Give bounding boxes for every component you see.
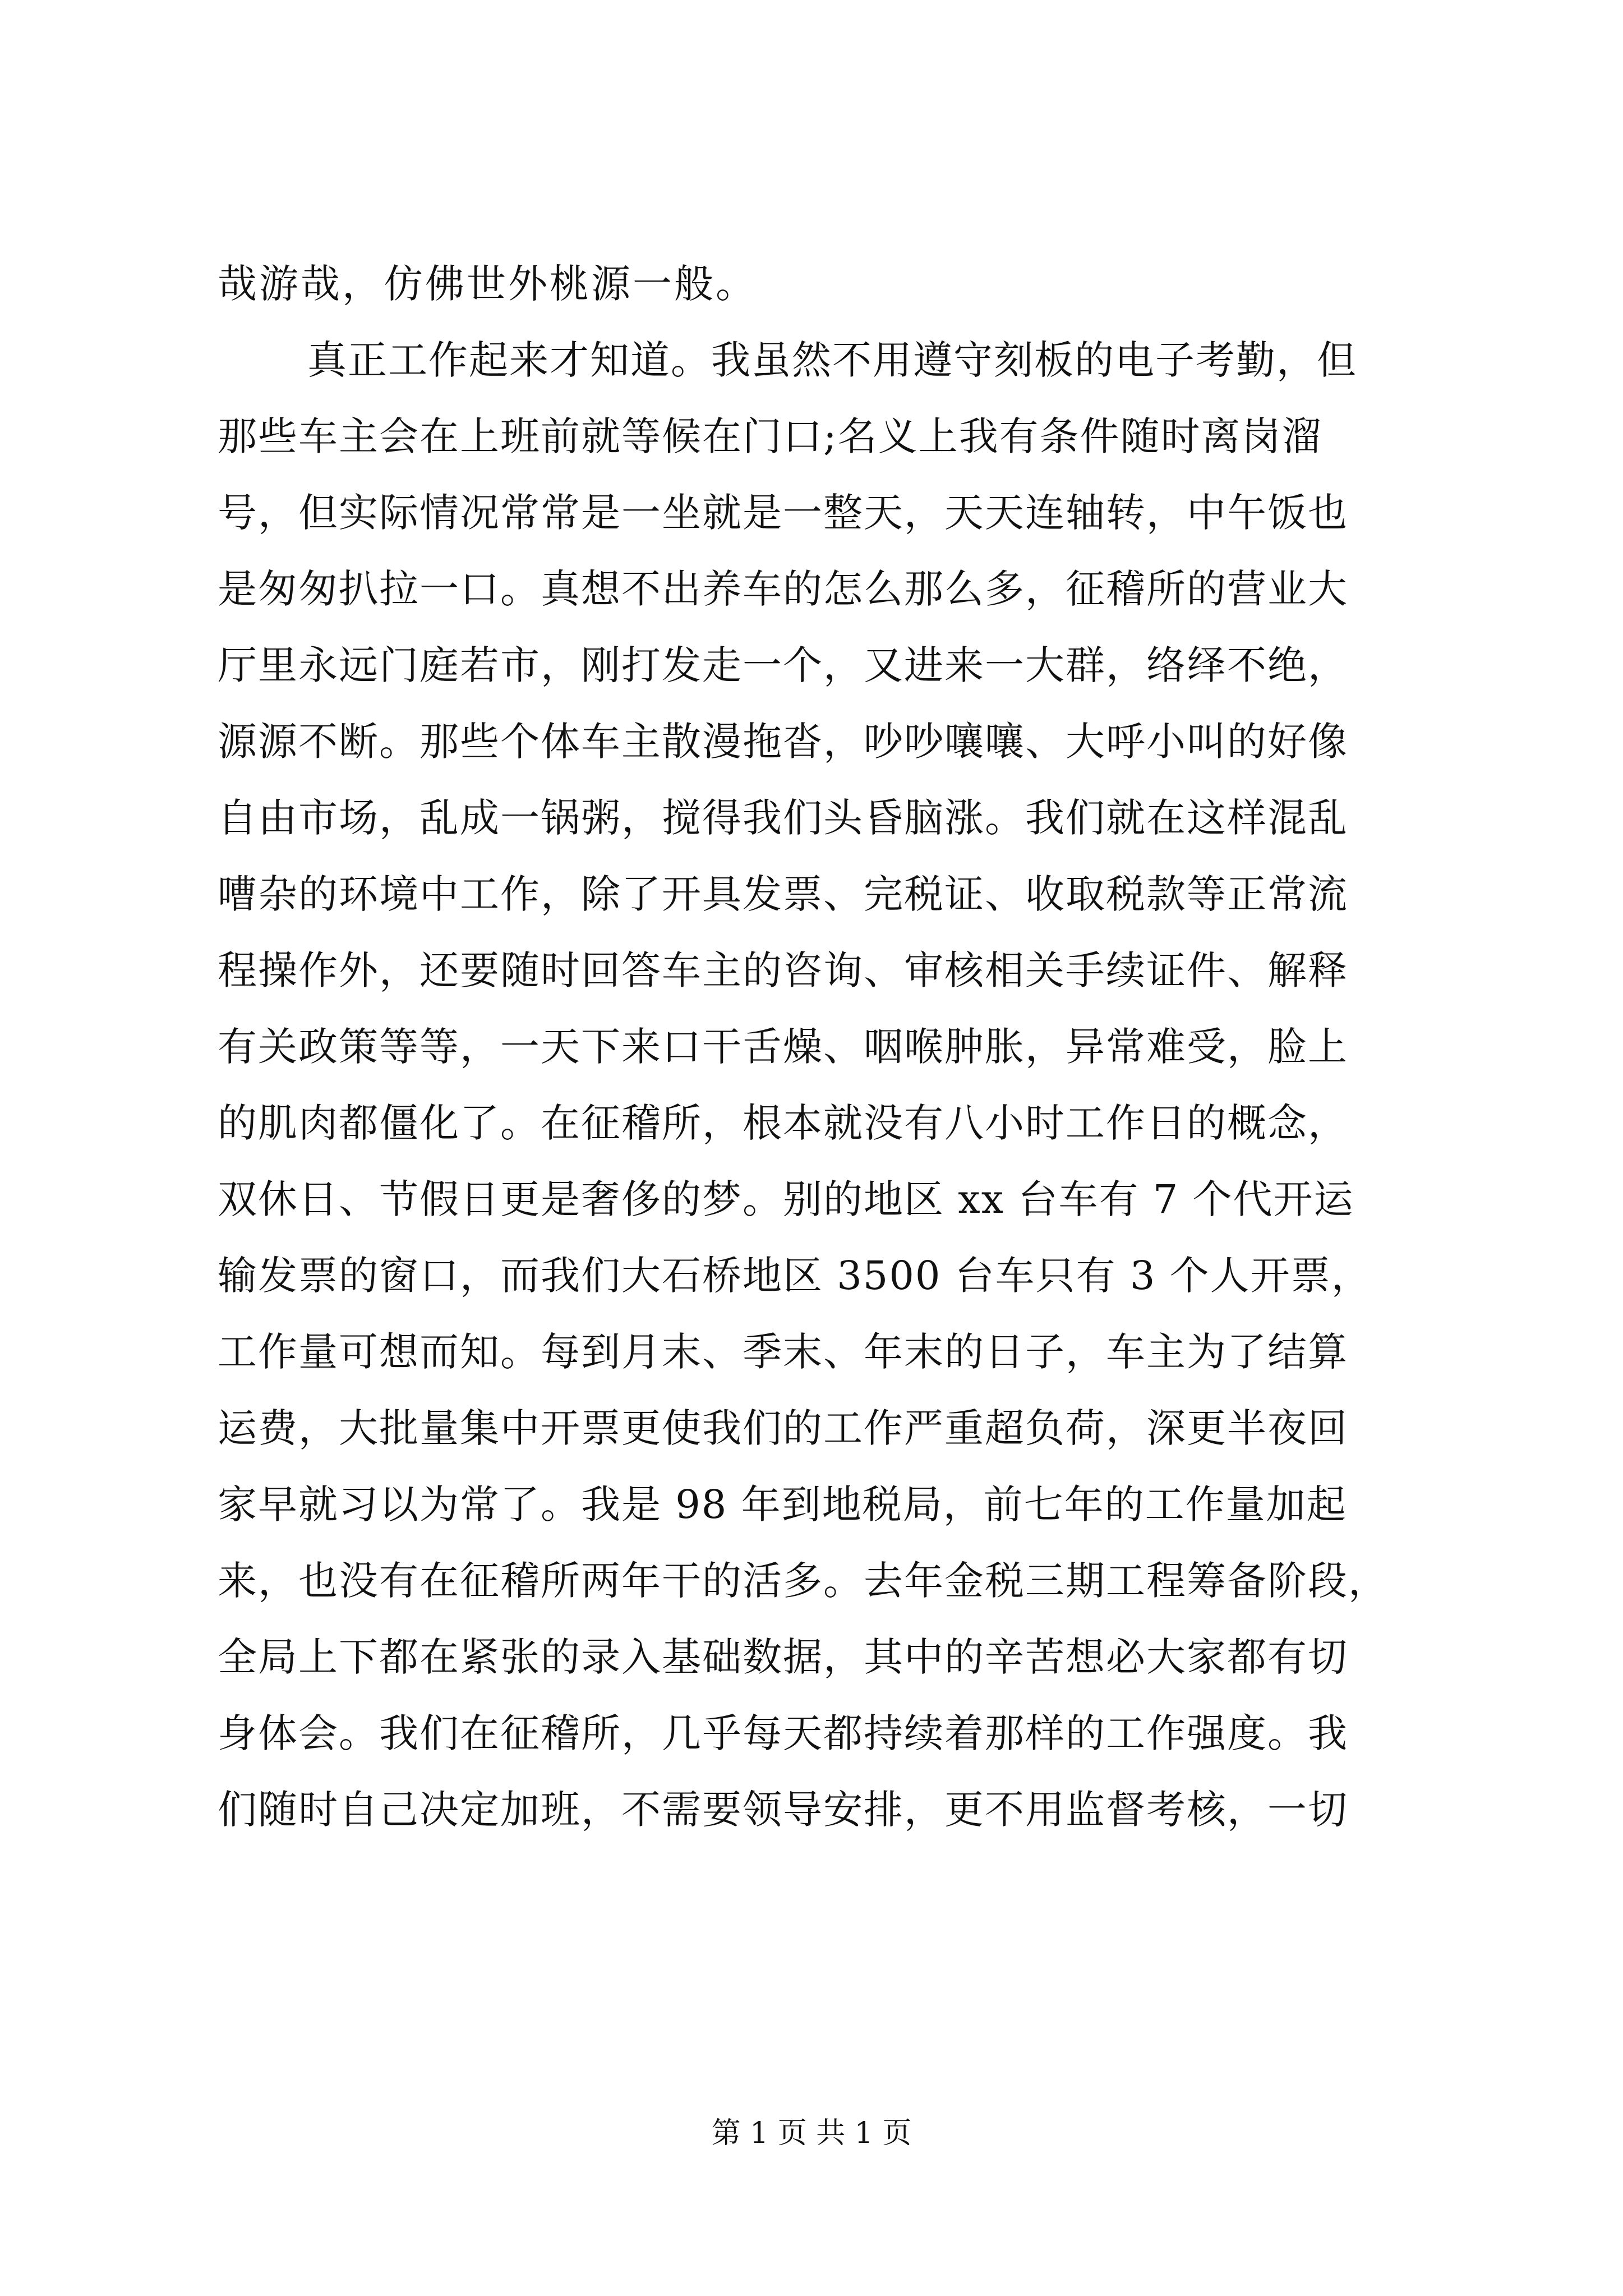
text-line: 自由市场，乱成一锅粥，搅得我们头昏脑涨。我们就在这样混乱 [218,795,1348,841]
text-line: 真正工作起来才知道。我虽然不用遵守刻板的电子考勤，但 [307,337,1357,383]
text-line: 来，也没有在征稽所两年干的活多。去年金税三期工程筹备阶段， [218,1558,1389,1604]
text-line: 嘈杂的环境中工作，除了开具发票、完税证、收取税款等正常流 [218,871,1348,917]
text-line: 运费，大批量集中开票更使我们的工作严重超负荷，深更半夜回 [218,1405,1348,1451]
text-line: 源源不断。那些个体车主散漫拖沓，吵吵嚷嚷、大呼小叫的好像 [218,719,1348,765]
text-line: 工作量可想而知。每到月末、季末、年末的日子，车主为了结算 [218,1329,1348,1375]
text-line: 那些车主会在上班前就等候在门口;名义上我有条件随时离岗溜 [218,413,1322,459]
page-footer [0,2114,1623,2153]
text-line: 全局上下都在紧张的录入基础数据，其中的辛苦想必大家都有切 [218,1634,1348,1680]
text-line: 厅里永远门庭若市，刚打发走一个，又进来一大群，络绎不绝， [218,642,1348,688]
text-line: 身体会。我们在征稽所，几乎每天都持续着那样的工作强度。我 [218,1710,1348,1756]
document-body [218,246,1429,1848]
text-line: 有关政策等等，一天下来口干舌燥、咽喉肿胀，异常难受，脸上 [218,1024,1348,1070]
text-line: 的肌肉都僵化了。在征稽所，根本就没有八小时工作日的概念， [218,1100,1348,1146]
text-line: 输发票的窗口，而我们大石桥地区 3500 台车只有 3 个人开票， [218,1253,1372,1299]
text-line: 双休日、节假日更是奢侈的梦。别的地区 xx 台车有 7 个代开运 [218,1176,1354,1222]
text-line: 们随时自己决定加班，不需要领导安排，更不用监督考核，一切 [218,1787,1348,1833]
text-line: 程操作外，还要随时回答车主的咨询、审核相关手续证件、解释 [218,947,1348,993]
text-line: 家早就习以为常了。我是 98 年到地税局，前七年的工作量加起 [218,1481,1347,1527]
page-number-label: 第 1 页 共 1 页 [711,2116,912,2150]
text-line: 哉游哉，仿佛世外桃源一般。 [218,261,757,307]
text-line: 是匆匆扒拉一口。真想不出养车的怎么那么多，征稽所的营业大 [218,566,1348,612]
text-line: 号，但实际情况常常是一坐就是一整天，天天连轴转，中午饭也 [218,490,1348,536]
